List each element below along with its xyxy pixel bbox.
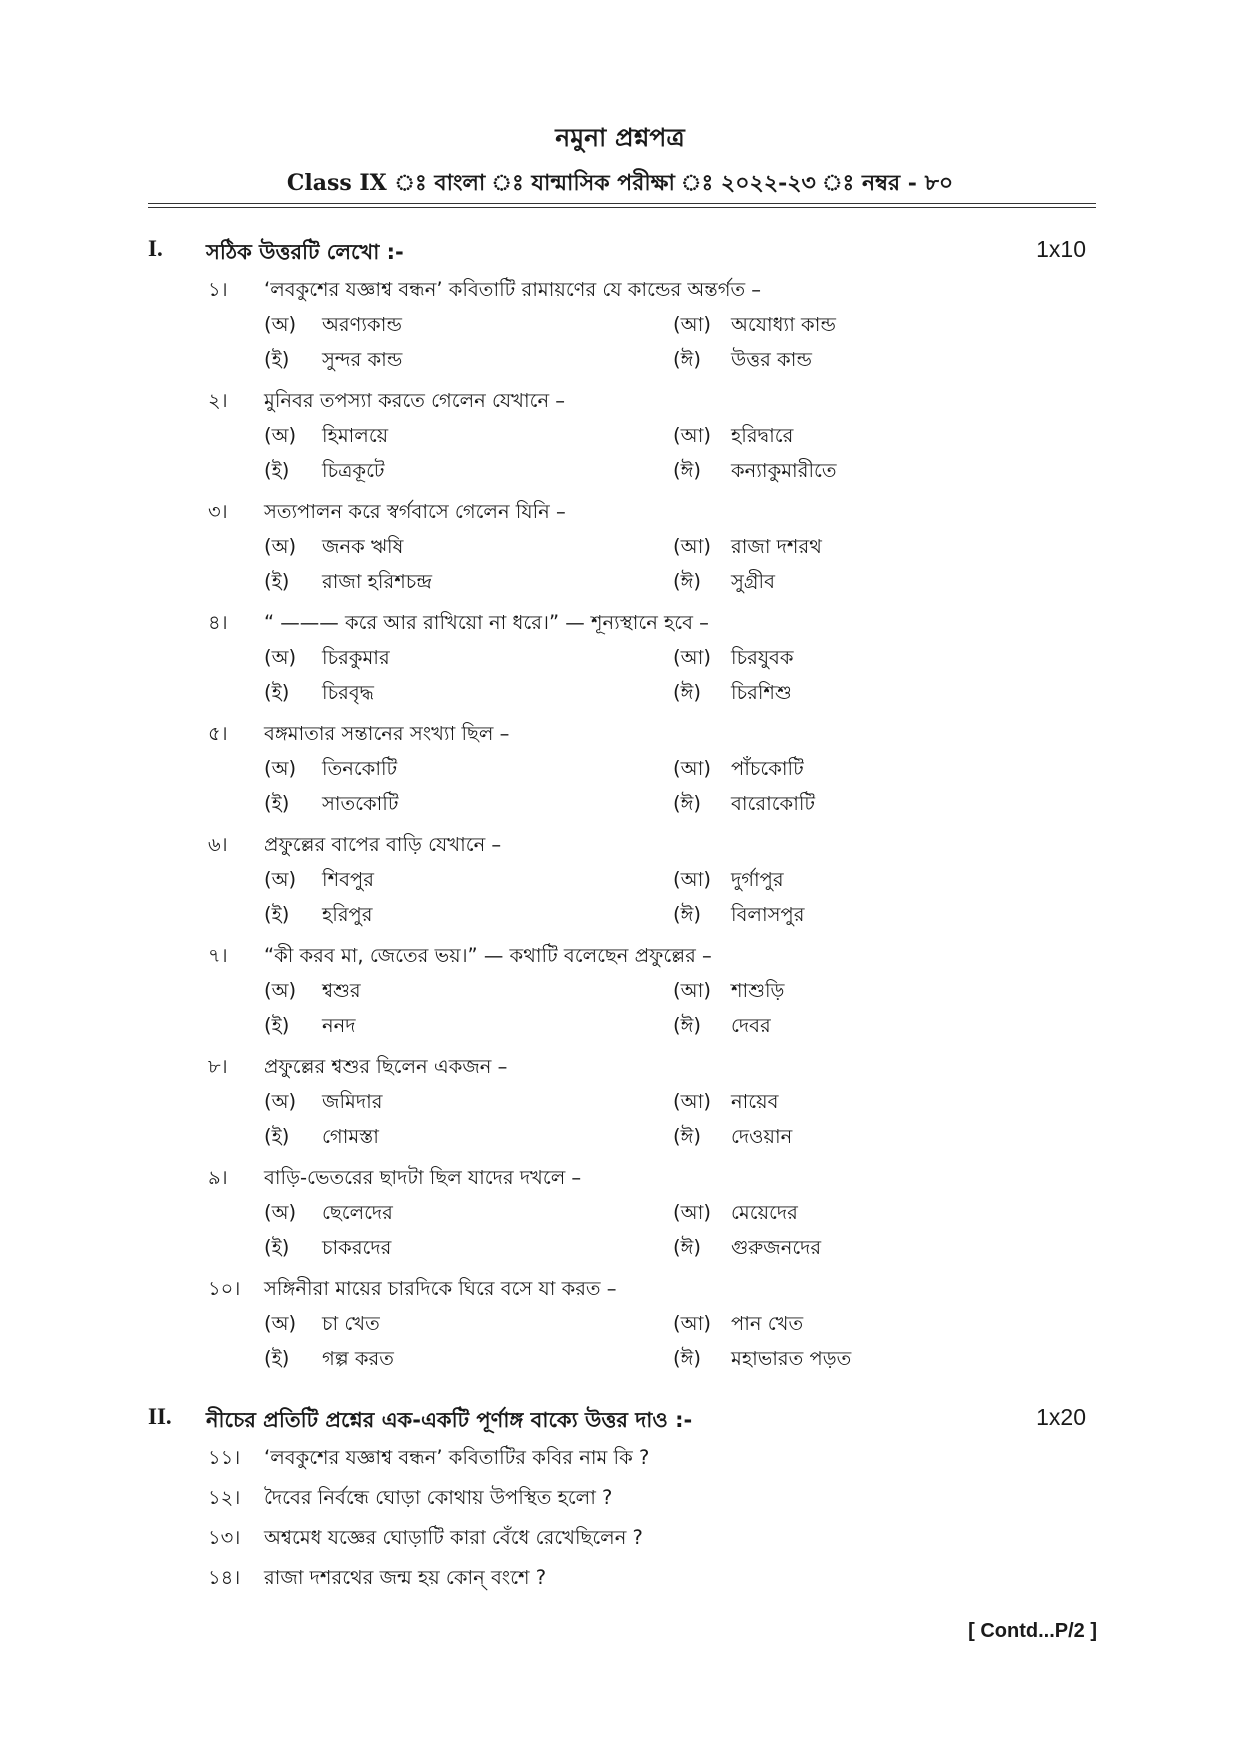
question-text: দৈবের নির্বন্ধে ঘোড়া কোথায় উপস্থিত হলো ? [264, 1486, 613, 1509]
section-header [148, 232, 1096, 272]
option-text: হরিদ্বারে [731, 424, 794, 447]
question-item [148, 716, 1096, 821]
option-text: গল্প করত [322, 1347, 394, 1370]
option-text: মেয়েদের [731, 1201, 798, 1224]
header-rule-bottom [148, 207, 1096, 208]
option-marker: (ঈ) [673, 348, 701, 371]
question-line [148, 1160, 1096, 1195]
question-text: রাজা দশরথের জন্ম হয় কোন্ বংশে ? [264, 1566, 547, 1589]
question-item [148, 1440, 1096, 1480]
option-text: দেবর [731, 1014, 771, 1037]
option-row [148, 675, 1096, 710]
option-row [148, 1119, 1096, 1154]
question-text: “কী করব মা, জেতের ভয়।” — কথাটি বলেছেন প্রফুল্লের – [264, 944, 712, 967]
section-number: II. [148, 1404, 172, 1429]
page-title: নমুনা প্রশ্নপত্র [555, 123, 685, 152]
option-marker: (ই) [264, 348, 290, 371]
option [673, 790, 815, 822]
option [673, 1088, 778, 1120]
option-text: দুর্গাপুর [731, 868, 784, 891]
question-item [148, 1271, 1096, 1376]
option-text: সুন্দর কান্ড [322, 348, 403, 371]
option [673, 457, 837, 489]
question-text: প্রফুল্লের শ্বশুর ছিলেন একজন – [264, 1055, 508, 1078]
option [264, 977, 361, 1009]
question-line [148, 716, 1096, 751]
section-header [148, 1400, 1096, 1440]
option [264, 644, 390, 676]
section-instruction: সঠিক উত্তরটি লেখো :- [206, 240, 404, 264]
question-text: বঙ্গমাতার সন্তানের সংখ্যা ছিল – [264, 722, 510, 745]
question-line [148, 494, 1096, 529]
option [673, 1310, 803, 1342]
question-text: সত্যপালন করে স্বর্গবাসে গেলেন যিনি – [264, 500, 566, 523]
option-marker: (অ) [264, 979, 297, 1002]
question-number: ৯। [208, 1166, 228, 1189]
question-text: বাড়ি-ভেতরের ছাদটা ছিল যাদের দখলে – [264, 1166, 582, 1189]
question-number: ১৪। [208, 1566, 241, 1589]
option-marker: (ঈ) [673, 459, 701, 482]
option-row [148, 1306, 1096, 1341]
option [264, 1234, 391, 1266]
option [673, 679, 792, 711]
option [264, 1012, 356, 1044]
option-marker: (ই) [264, 1014, 290, 1037]
option-text: জনক ঋষি [322, 535, 404, 558]
question-number: ৫। [208, 722, 228, 745]
short-answer-list [148, 1440, 1096, 1600]
option-row [148, 862, 1096, 897]
header-rule-top [148, 203, 1096, 204]
option-marker: (ই) [264, 1125, 290, 1148]
question-line [148, 605, 1096, 640]
option-marker: (আ) [673, 646, 711, 669]
option [264, 568, 432, 600]
option [673, 1123, 792, 1155]
option-marker: (ঈ) [673, 903, 701, 926]
option-row [148, 453, 1096, 488]
question-item [148, 1560, 1096, 1600]
question-text: প্রফুল্লের বাপের বাড়ি যেখানে – [264, 833, 502, 856]
option [673, 533, 822, 565]
question-number: ৭। [208, 944, 228, 967]
option [264, 533, 403, 565]
question-item [148, 938, 1096, 1043]
option-marker: (আ) [673, 1090, 711, 1113]
option-row [148, 564, 1096, 599]
section-mcq [148, 232, 1096, 1382]
question-item [148, 1160, 1096, 1265]
option-marker: (আ) [673, 424, 711, 447]
question-text: “ ——— করে আর রাখিয়ো না ধরে।” — শূন্যস্থানে হবে – [264, 611, 709, 634]
option-text: মহাভারত পড়ত [731, 1347, 852, 1370]
option-marker: (ঈ) [673, 1347, 701, 1370]
option-marker: (ই) [264, 903, 290, 926]
option-text: শ্বশুর [322, 979, 361, 1002]
question-item [148, 494, 1096, 599]
option [264, 1088, 382, 1120]
option [264, 1123, 379, 1155]
question-item [148, 272, 1096, 377]
option [264, 1199, 393, 1231]
option-marker: (আ) [673, 1201, 711, 1224]
option-text: সুগ্রীব [731, 570, 775, 593]
section-instruction: নীচের প্রতিটি প্রশ্নের এক-একটি পূর্ণাঙ্গ বাক্যে উত্তর দাও :- [206, 1408, 693, 1432]
option-text: হিমালয়ে [322, 424, 389, 447]
option-text: দেওয়ান [731, 1125, 793, 1148]
option [673, 977, 784, 1009]
option-marker: (অ) [264, 1201, 297, 1224]
option-marker: (ঈ) [673, 1236, 701, 1259]
option-text: রাজা দশরথ [731, 535, 822, 558]
question-text: অশ্বমেধ যজ্ঞের ঘোড়াটি কারা বেঁধে রেখেছিলেন ? [264, 1526, 643, 1549]
option [673, 644, 794, 676]
option-marker: (অ) [264, 646, 297, 669]
option-text: চিরবৃদ্ধ [322, 681, 374, 704]
option-text: উত্তর কান্ড [731, 348, 812, 371]
question-item [148, 1049, 1096, 1154]
option-row [148, 342, 1096, 377]
section-marks: 1x20 [1036, 1404, 1086, 1430]
option [673, 346, 812, 378]
question-item [148, 605, 1096, 710]
option [673, 901, 804, 933]
option-marker: (ই) [264, 681, 290, 704]
option [673, 1345, 851, 1377]
question-number: ১। [208, 278, 228, 301]
option-text: জমিদার [322, 1090, 383, 1113]
option-row [148, 897, 1096, 932]
option-row [148, 1084, 1096, 1119]
option-text: গুরুজনদের [731, 1236, 822, 1259]
continued-note: [ Contd...P/2 ] [968, 1620, 1097, 1642]
option [264, 1345, 394, 1377]
option-marker: (ঈ) [673, 570, 701, 593]
option-text: শাশুড়ি [731, 979, 785, 1002]
question-number: ৪। [208, 611, 228, 634]
question-number: ১৩। [208, 1526, 241, 1549]
section-marks: 1x10 [1036, 236, 1086, 262]
option [673, 311, 836, 343]
option-marker: (অ) [264, 1312, 297, 1335]
page-subtitle: Class IX ঃ বাংলা ঃ যান্মাসিক পরীক্ষা ঃ ২০২২-২৩ ঃ নম্বর - ৮০ [286, 170, 954, 196]
question-item [148, 1520, 1096, 1560]
option-marker: (অ) [264, 424, 297, 447]
option [673, 568, 775, 600]
question-number: ১০। [208, 1277, 241, 1300]
option-row [148, 1341, 1096, 1376]
question-line [148, 272, 1096, 307]
question-text: মুনিবর তপস্যা করতে গেলেন যেখানে – [264, 389, 566, 412]
option-text: চিত্রকূটে [322, 459, 385, 482]
question-item [148, 383, 1096, 488]
option-text: কন্যাকুমারীতে [731, 459, 837, 482]
option [264, 866, 374, 898]
option-marker: (আ) [673, 313, 711, 336]
option [264, 679, 374, 711]
option-text: চিরকুমার [322, 646, 390, 669]
option-marker: (আ) [673, 868, 711, 891]
option-text: পান খেত [731, 1312, 804, 1335]
question-line [148, 827, 1096, 862]
option-text: অরণ্যকান্ড [322, 313, 402, 336]
option [673, 866, 784, 898]
option-marker: (অ) [264, 757, 297, 780]
option [264, 457, 385, 489]
option-text: চাকরদের [322, 1236, 392, 1259]
option-text: অযোধ্যা কান্ড [731, 313, 836, 336]
question-number: ৮। [208, 1055, 228, 1078]
option-marker: (অ) [264, 1090, 297, 1113]
option-marker: (ঈ) [673, 681, 701, 704]
option-row [148, 751, 1096, 786]
question-number: ১১। [208, 1446, 241, 1469]
option [264, 1310, 380, 1342]
option-text: গোমস্তা [322, 1125, 379, 1148]
option-row [148, 307, 1096, 342]
option-text: চিরশিশু [731, 681, 792, 704]
option-text: ননদ [322, 1014, 356, 1037]
option-marker: (অ) [264, 313, 297, 336]
question-number: ৬। [208, 833, 228, 856]
option-row [148, 418, 1096, 453]
section-short-answer [148, 1400, 1096, 1600]
option-marker: (ই) [264, 1236, 290, 1259]
option-text: চিরযুবক [731, 646, 794, 669]
option [673, 1234, 821, 1266]
option-row [148, 1008, 1096, 1043]
option-marker: (ঈ) [673, 1014, 701, 1037]
mcq-list [148, 272, 1096, 1376]
option-row [148, 640, 1096, 675]
question-text: ‘লবকুশের যজ্ঞাশ্ব বন্ধন’ কবিতাটির কবির নাম কি ? [264, 1446, 650, 1469]
option [673, 1199, 798, 1231]
option [264, 790, 399, 822]
question-number: ২। [208, 389, 228, 412]
option [264, 901, 373, 933]
option-text: পাঁচকোটি [731, 757, 804, 780]
question-text: ‘লবকুশের যজ্ঞাশ্ব বন্ধন’ কবিতাটি রামায়ণের যে কান্ডের অন্তর্গত – [264, 278, 762, 301]
option-marker: (অ) [264, 535, 297, 558]
option [264, 311, 402, 343]
option-text: শিবপুর [322, 868, 374, 891]
question-number: ৩। [208, 500, 228, 523]
question-line [148, 383, 1096, 418]
option-text: তিনকোটি [322, 757, 398, 780]
question-text: সঙ্গিনীরা মায়ের চারদিকে ঘিরে বসে যা করত – [264, 1277, 617, 1300]
option-marker: (ই) [264, 459, 290, 482]
option-text: বিলাসপুর [731, 903, 805, 926]
question-line [148, 1271, 1096, 1306]
option [264, 422, 388, 454]
option-row [148, 1195, 1096, 1230]
option-marker: (ই) [264, 570, 290, 593]
option [673, 422, 793, 454]
option-marker: (আ) [673, 1312, 711, 1335]
option-text: বারোকোটি [731, 792, 816, 815]
option-text: ছেলেদের [322, 1201, 393, 1224]
question-line [148, 1049, 1096, 1084]
option-text: রাজা হরিশচন্দ্র [322, 570, 433, 593]
option-text: সাতকোটি [322, 792, 399, 815]
option-marker: (আ) [673, 535, 711, 558]
option [264, 346, 402, 378]
option [673, 1012, 771, 1044]
option-row [148, 786, 1096, 821]
option-text: নায়েব [731, 1090, 779, 1113]
question-number: ১২। [208, 1486, 241, 1509]
option-marker: (আ) [673, 979, 711, 1002]
option-marker: (ই) [264, 792, 290, 815]
option-row [148, 529, 1096, 564]
question-item [148, 1480, 1096, 1520]
section-number: I. [148, 236, 163, 261]
option-marker: (ই) [264, 1347, 290, 1370]
option-marker: (অ) [264, 868, 297, 891]
option-text: হরিপুর [322, 903, 373, 926]
option-marker: (ঈ) [673, 1125, 701, 1148]
question-item [148, 827, 1096, 932]
option [264, 755, 397, 787]
question-line [148, 938, 1096, 973]
option-marker: (ঈ) [673, 792, 701, 815]
option [673, 755, 804, 787]
option-row [148, 973, 1096, 1008]
option-marker: (আ) [673, 757, 711, 780]
option-row [148, 1230, 1096, 1265]
option-text: চা খেত [322, 1312, 380, 1335]
